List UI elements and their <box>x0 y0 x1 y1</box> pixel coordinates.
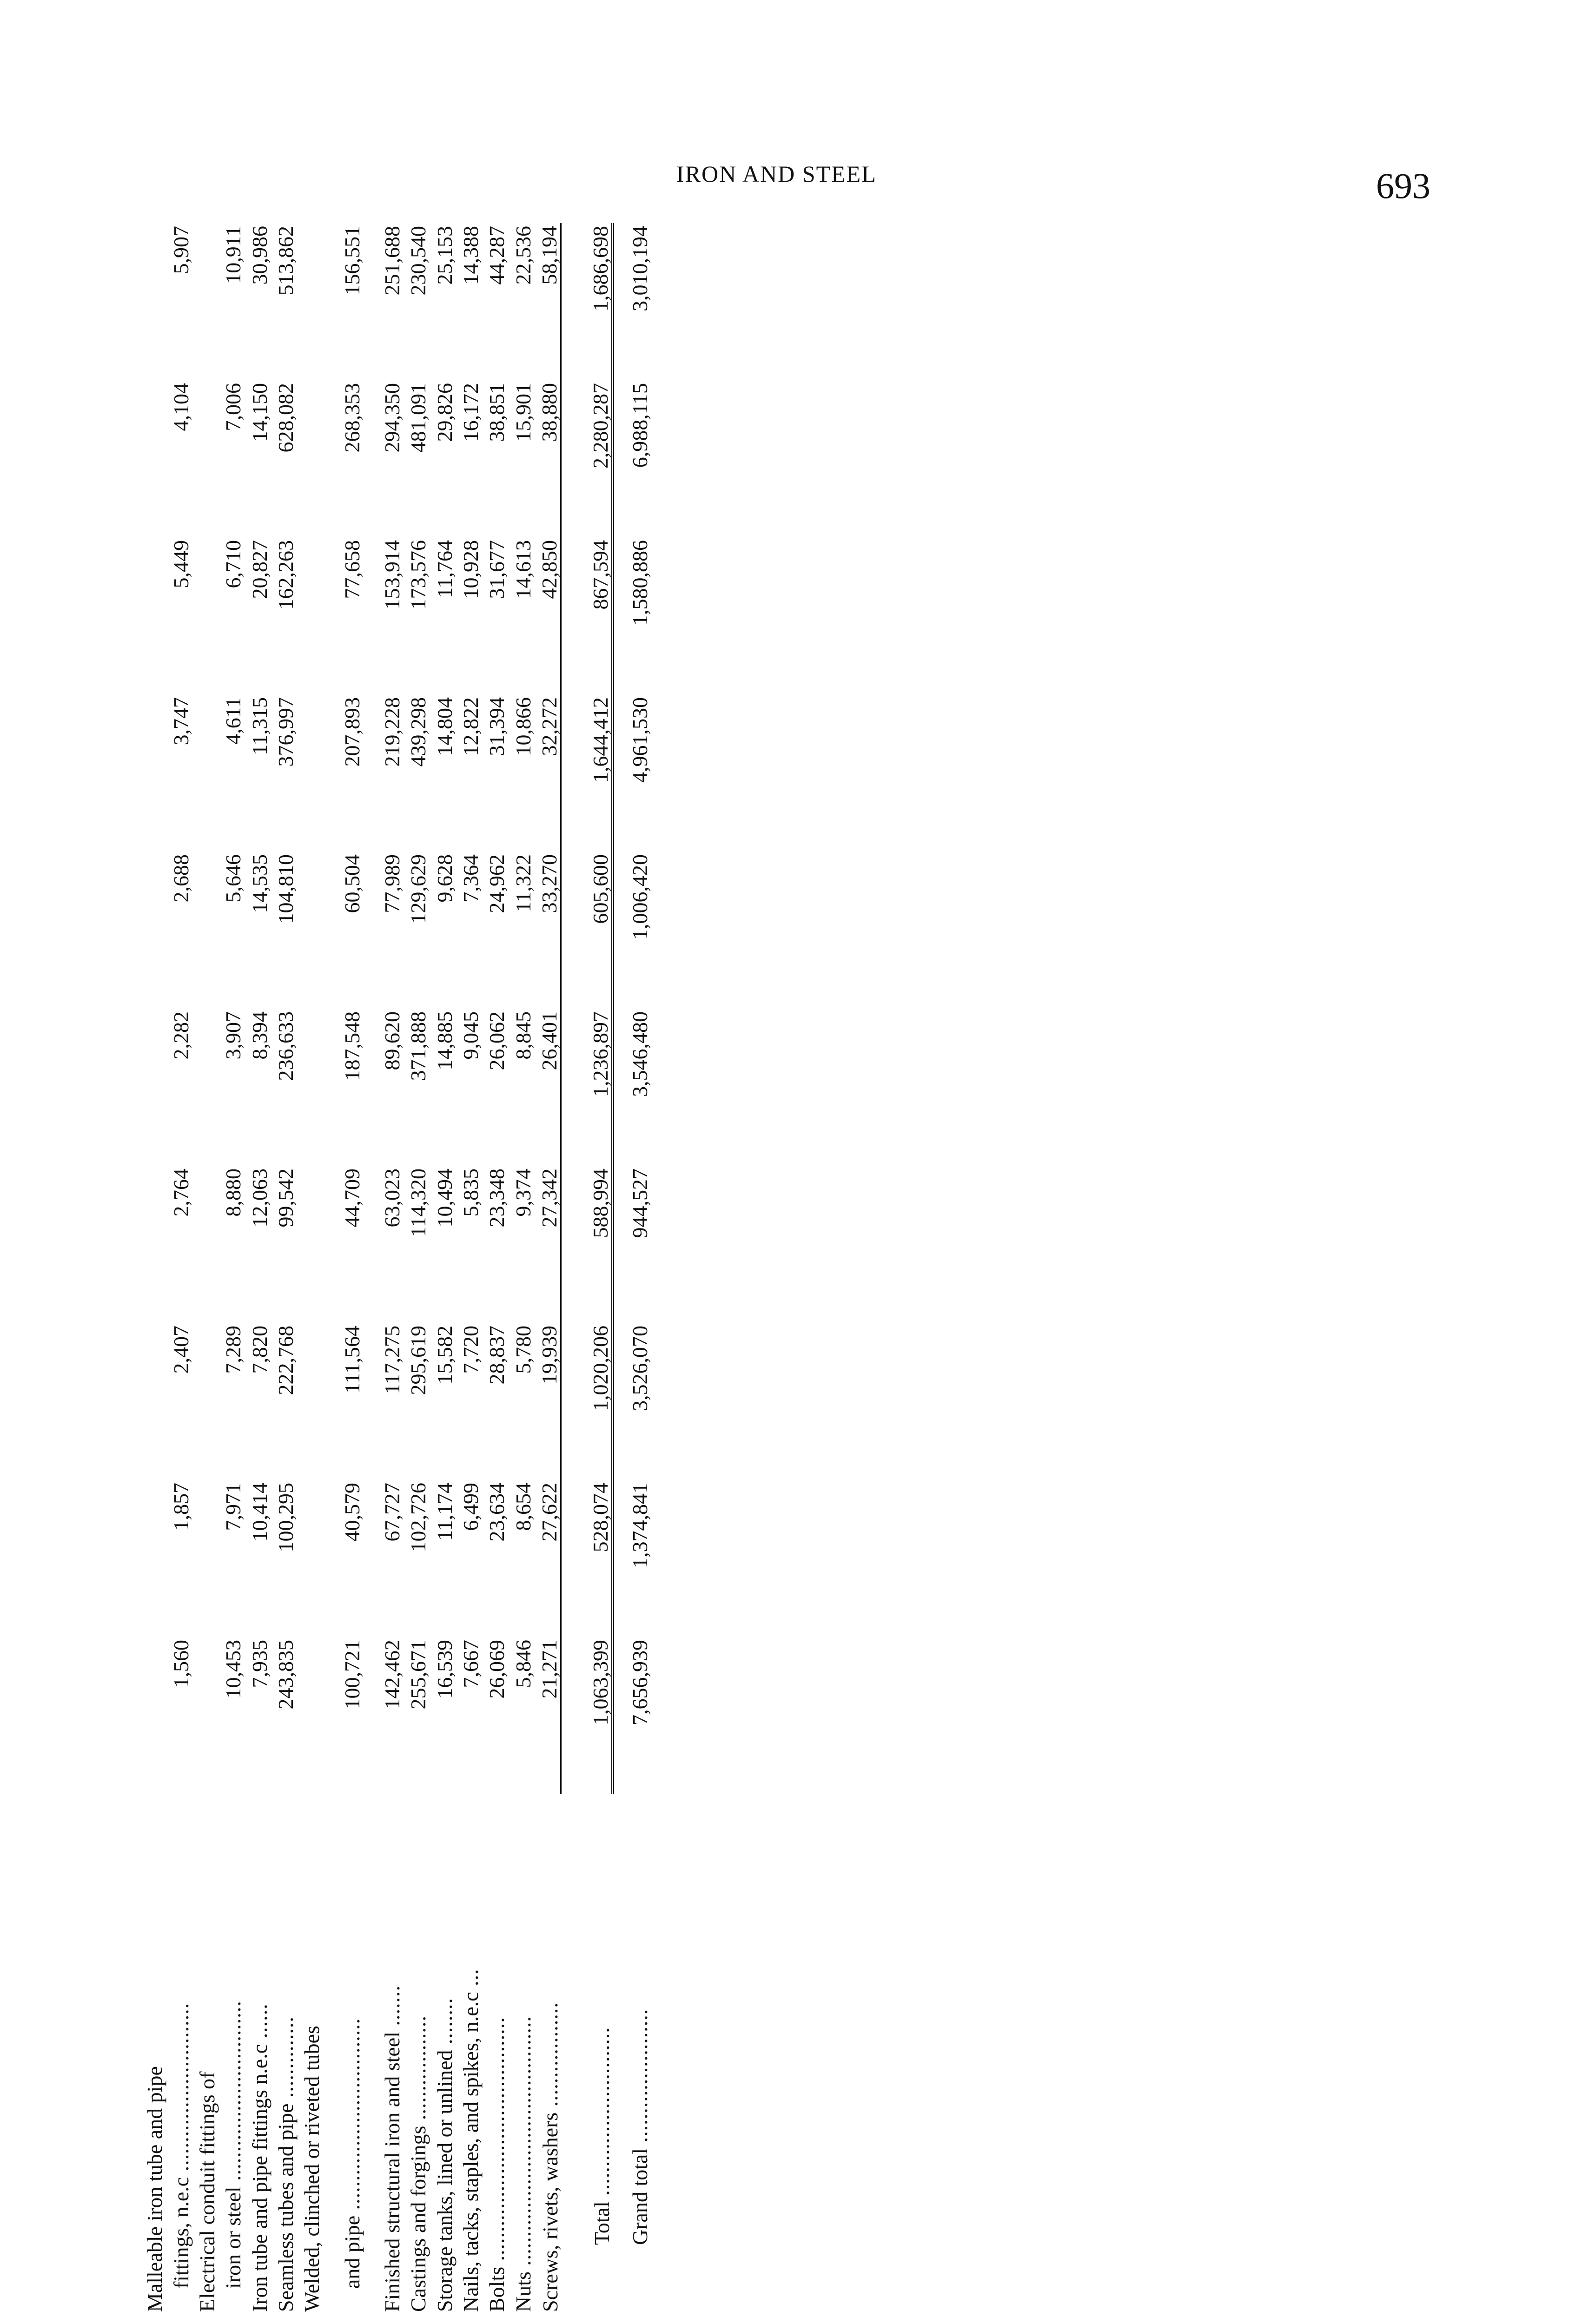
value-cell: 528,074 <box>561 1480 613 1637</box>
table-row <box>218 223 244 2315</box>
row-label: Seamless tubes and pipe <box>274 2103 298 2312</box>
value-cell: 31,394 <box>485 697 509 756</box>
value-cell: 10,494 <box>432 1169 457 1228</box>
leader-dots: ................................. <box>340 2018 364 2216</box>
value-cell: 28,837 <box>485 1326 509 1385</box>
spacer-row <box>363 223 377 2315</box>
value-cell: 162,263 <box>274 540 298 610</box>
row-label-cell <box>337 1794 363 2315</box>
value-cell: 11,322 <box>511 854 535 912</box>
value-cell: 1,006,420 <box>613 852 651 1009</box>
value-cell <box>139 380 165 537</box>
leader-dots: ... <box>459 1968 483 1992</box>
value-cell: 513,862 <box>274 226 298 296</box>
row-label-cell <box>192 1794 218 2315</box>
row-label: iron or steel <box>221 2186 245 2289</box>
row-label: Storage tanks, lined or unlined <box>432 2050 457 2312</box>
table-row <box>456 223 482 2315</box>
value-cell: 3,010,194 <box>613 223 651 380</box>
table-row <box>508 223 534 2315</box>
value-cell <box>192 1323 218 1480</box>
value-cell <box>139 1166 165 1323</box>
value-cell: 243,835 <box>274 1640 298 1710</box>
value-cell <box>139 694 165 852</box>
value-cell: 14,150 <box>247 383 271 442</box>
value-cell: 6,988,115 <box>613 380 651 537</box>
leader-dots: ............................... <box>221 2000 245 2187</box>
value-cell: 15,901 <box>511 383 535 442</box>
value-cell <box>139 537 165 694</box>
value-cell: 8,654 <box>511 1483 535 1531</box>
value-cell: 21,271 <box>537 1640 562 1699</box>
value-cell: 10,866 <box>511 697 535 756</box>
value-cell: 15,582 <box>432 1326 457 1385</box>
value-cell: 10,928 <box>459 540 483 599</box>
value-cell: 9,374 <box>511 1169 535 1217</box>
value-cell: 251,688 <box>380 226 404 296</box>
value-cell: 8,880 <box>221 1169 245 1217</box>
value-cell: 100,295 <box>274 1483 298 1552</box>
value-cell: 605,600 <box>561 852 613 1009</box>
rotated-table-container <box>139 223 651 2315</box>
value-cell <box>139 1009 165 1166</box>
value-cell <box>192 694 218 852</box>
value-cell: 8,394 <box>247 1011 271 1060</box>
value-cell: 20,827 <box>247 540 271 599</box>
value-cell: 104,810 <box>274 854 298 924</box>
row-label-cell <box>377 1794 403 2315</box>
value-cell: 16,172 <box>459 383 483 442</box>
value-cell <box>297 537 323 694</box>
leader-dots: ............................. <box>589 2027 614 2202</box>
leader-dots: .......................................... <box>485 2017 509 2267</box>
value-cell: 1,644,412 <box>561 694 613 852</box>
row-label: Bolts <box>485 2266 509 2312</box>
row-label-cell <box>534 1794 561 2315</box>
value-cell: 1,063,399 <box>561 1637 613 1794</box>
leader-dots: ........ <box>432 1998 457 2050</box>
value-cell: 11,764 <box>432 540 457 598</box>
value-cell: 14,804 <box>432 697 457 756</box>
value-cell: 31,677 <box>485 540 509 599</box>
value-cell <box>192 380 218 537</box>
value-cell: 207,893 <box>340 697 364 767</box>
spacer-row <box>323 223 337 2315</box>
value-cell: 38,851 <box>485 383 509 442</box>
value-cell: 67,727 <box>380 1483 404 1542</box>
value-cell: 3,747 <box>169 697 193 746</box>
table-row <box>139 223 165 2315</box>
value-cell: 628,082 <box>274 383 298 453</box>
leader-dots: .................. <box>406 2015 430 2126</box>
value-cell: 77,989 <box>380 854 404 913</box>
table-row <box>377 223 403 2315</box>
value-cell: 7,720 <box>459 1326 483 1374</box>
table-row <box>534 223 561 2315</box>
value-cell: 129,629 <box>406 854 430 924</box>
value-cell: 222,768 <box>274 1326 298 1395</box>
row-label-cell <box>508 1794 534 2315</box>
value-cell <box>192 537 218 694</box>
total-row <box>561 223 613 2315</box>
value-cell <box>297 1637 323 1794</box>
value-cell: 187,548 <box>340 1011 364 1081</box>
value-cell <box>139 1637 165 1794</box>
row-label: Castings and forgings <box>406 2126 430 2312</box>
value-cell: 4,104 <box>169 383 193 431</box>
value-cell: 219,228 <box>380 697 404 767</box>
value-cell: 3,546,480 <box>613 1009 651 1166</box>
value-cell: 63,023 <box>380 1169 404 1228</box>
row-label: Electrical conduit fittings of <box>195 2071 219 2312</box>
value-cell: 7,935 <box>247 1640 271 1688</box>
value-cell: 588,994 <box>561 1166 613 1323</box>
table-row <box>271 223 297 2315</box>
value-cell: 11,315 <box>247 697 271 755</box>
leader-dots: ........................................... <box>511 2016 535 2272</box>
row-label: Grand total <box>628 2148 652 2245</box>
value-cell: 10,911 <box>221 226 245 284</box>
row-label: Welded, clinched or riveted tubes <box>300 2026 324 2312</box>
value-cell: 114,320 <box>406 1169 430 1237</box>
value-cell: 89,620 <box>380 1011 404 1070</box>
row-label: fittings, n.e.c <box>169 2177 193 2289</box>
value-cell: 268,353 <box>340 383 364 453</box>
value-cell: 12,822 <box>459 697 483 756</box>
table-row <box>297 223 323 2315</box>
value-cell: 5,835 <box>459 1169 483 1217</box>
value-cell: 7,289 <box>221 1326 245 1374</box>
value-cell: 2,688 <box>169 854 193 903</box>
leader-dots: ....................... <box>628 2008 652 2148</box>
value-cell: 14,535 <box>247 854 271 913</box>
value-cell: 12,063 <box>247 1169 271 1228</box>
value-cell <box>192 1480 218 1637</box>
value-cell: 2,282 <box>169 1011 193 1060</box>
row-label: Malleable iron tube and pipe <box>143 2066 167 2312</box>
leader-dots: .................. <box>538 2002 562 2113</box>
value-cell <box>192 223 218 380</box>
value-cell: 23,634 <box>485 1483 509 1542</box>
grand-total-row <box>613 223 651 2315</box>
value-cell: 5,646 <box>221 854 245 903</box>
value-cell <box>192 1166 218 1323</box>
row-label-cell <box>297 1794 323 2315</box>
value-cell: 58,194 <box>537 226 562 285</box>
value-cell <box>139 1480 165 1637</box>
value-cell: 142,462 <box>380 1640 404 1710</box>
leader-dots: ....... <box>380 1985 404 2032</box>
value-cell: 5,780 <box>511 1326 535 1374</box>
value-cell: 7,656,939 <box>613 1637 651 1794</box>
spacer-cell <box>323 223 337 2315</box>
row-label: Nails, tacks, staples, and spikes, n.e.c <box>459 1992 483 2312</box>
value-cell: 6,710 <box>221 540 245 588</box>
value-cell: 16,539 <box>432 1640 457 1699</box>
value-cell: 295,619 <box>406 1326 430 1395</box>
value-cell: 2,764 <box>169 1169 193 1217</box>
row-label-cell <box>456 1794 482 2315</box>
table-row <box>165 223 192 2315</box>
row-label-cell <box>271 1794 297 2315</box>
table-row <box>337 223 363 2315</box>
value-cell: 8,845 <box>511 1011 535 1060</box>
value-cell: 60,504 <box>340 854 364 913</box>
value-cell: 7,820 <box>247 1326 271 1374</box>
value-cell: 23,348 <box>485 1169 509 1228</box>
value-cell: 1,236,897 <box>561 1009 613 1166</box>
value-cell: 9,628 <box>432 854 457 903</box>
value-cell: 1,560 <box>169 1640 193 1688</box>
value-cell: 117,275 <box>380 1326 404 1394</box>
value-cell <box>297 1323 323 1480</box>
value-cell: 30,986 <box>247 226 271 285</box>
value-cell: 42,850 <box>537 540 562 599</box>
value-cell: 7,364 <box>459 854 483 903</box>
value-cell: 6,499 <box>459 1483 483 1531</box>
value-cell: 867,594 <box>561 537 613 694</box>
value-cell: 7,006 <box>221 383 245 431</box>
value-cell: 102,726 <box>406 1483 430 1552</box>
row-label: and pipe <box>340 2215 364 2289</box>
row-label-cell <box>403 1794 429 2315</box>
value-cell: 26,401 <box>537 1011 562 1070</box>
value-cell: 153,914 <box>380 540 404 610</box>
value-cell: 944,527 <box>613 1166 651 1323</box>
row-label-cell <box>613 1794 651 2315</box>
running-head: IRON AND STEEL <box>676 161 877 187</box>
value-cell: 5,846 <box>511 1640 535 1688</box>
value-cell: 32,272 <box>537 697 562 756</box>
value-cell: 7,971 <box>221 1483 245 1531</box>
value-cell: 19,939 <box>537 1326 562 1385</box>
value-cell: 481,091 <box>406 383 430 453</box>
value-cell: 14,885 <box>432 1011 457 1070</box>
value-cell: 156,551 <box>340 226 364 296</box>
value-cell: 4,611 <box>221 697 245 745</box>
value-cell: 11,174 <box>432 1483 457 1541</box>
value-cell: 44,287 <box>485 226 509 285</box>
value-cell: 99,542 <box>274 1169 298 1228</box>
value-cell: 38,880 <box>537 383 562 442</box>
value-cell: 255,671 <box>406 1640 430 1710</box>
value-cell: 9,045 <box>459 1011 483 1060</box>
value-cell: 1,374,841 <box>613 1480 651 1637</box>
value-cell <box>192 852 218 1009</box>
value-cell: 40,579 <box>340 1483 364 1542</box>
value-cell: 294,350 <box>380 383 404 453</box>
value-cell: 111,564 <box>340 1326 364 1394</box>
value-cell: 22,536 <box>511 226 535 285</box>
value-cell: 26,062 <box>485 1011 509 1070</box>
value-cell: 29,826 <box>432 383 457 442</box>
value-cell: 5,907 <box>169 226 193 274</box>
value-cell <box>297 1480 323 1637</box>
value-cell: 26,069 <box>485 1640 509 1699</box>
value-cell: 2,407 <box>169 1326 193 1374</box>
row-label-cell <box>244 1794 270 2315</box>
value-cell: 24,962 <box>485 854 509 913</box>
value-cell: 7,667 <box>459 1640 483 1688</box>
row-label-cell <box>218 1794 244 2315</box>
value-cell: 77,658 <box>340 540 364 599</box>
value-cell: 1,686,698 <box>561 223 613 380</box>
row-label: Finished structural iron and steel <box>380 2032 404 2312</box>
row-label: Nuts <box>511 2271 535 2312</box>
value-cell <box>192 1009 218 1166</box>
table-row <box>482 223 508 2315</box>
value-cell: 1,580,886 <box>613 537 651 694</box>
table-body <box>139 223 651 2315</box>
value-cell <box>297 852 323 1009</box>
value-cell: 4,961,530 <box>613 694 651 852</box>
value-cell: 371,888 <box>406 1011 430 1081</box>
value-cell: 14,613 <box>511 540 535 599</box>
value-cell: 439,298 <box>406 697 430 767</box>
value-cell: 2,280,287 <box>561 380 613 537</box>
value-cell: 376,997 <box>274 697 298 767</box>
value-cell: 5,449 <box>169 540 193 588</box>
value-cell: 27,342 <box>537 1169 562 1228</box>
value-cell <box>297 694 323 852</box>
value-cell <box>297 223 323 380</box>
row-label-cell <box>429 1794 455 2315</box>
row-label: Screws, rivets, washers <box>538 2112 562 2312</box>
value-cell: 236,633 <box>274 1011 298 1081</box>
statistics-table <box>139 223 651 2315</box>
value-cell <box>139 1323 165 1480</box>
value-cell: 44,709 <box>340 1169 364 1228</box>
value-cell <box>139 852 165 1009</box>
leader-dots: .............. <box>274 2016 298 2104</box>
row-label-cell <box>482 1794 508 2315</box>
value-cell: 25,153 <box>432 226 457 285</box>
leader-dots: ............................. <box>169 2002 193 2177</box>
value-cell: 3,907 <box>221 1011 245 1060</box>
value-cell: 10,414 <box>247 1483 271 1542</box>
value-cell <box>139 223 165 380</box>
value-cell: 1,020,206 <box>561 1323 613 1480</box>
table-row <box>244 223 270 2315</box>
table-row <box>429 223 455 2315</box>
value-cell: 230,540 <box>406 226 430 296</box>
value-cell: 100,721 <box>340 1640 364 1710</box>
value-cell: 33,270 <box>537 854 562 913</box>
value-cell <box>297 1166 323 1323</box>
table-row <box>403 223 429 2315</box>
row-label-cell <box>561 1794 613 2315</box>
value-cell: 10,453 <box>221 1640 245 1699</box>
value-cell: 27,622 <box>537 1483 562 1542</box>
value-cell <box>192 1637 218 1794</box>
table-row <box>192 223 218 2315</box>
row-label: Iron tube and pipe fittings n.e.c <box>247 2044 271 2312</box>
value-cell <box>297 380 323 537</box>
page-number: 693 <box>1376 165 1430 206</box>
row-label: Total <box>589 2201 614 2245</box>
value-cell: 3,526,070 <box>613 1323 651 1480</box>
value-cell: 14,388 <box>459 226 483 285</box>
spacer-cell <box>363 223 377 2315</box>
leader-dots: ...... <box>247 2003 271 2044</box>
row-label-cell <box>139 1794 165 2315</box>
value-cell <box>297 1009 323 1166</box>
value-cell: 1,857 <box>169 1483 193 1531</box>
value-cell: 173,576 <box>406 540 430 610</box>
row-label-cell <box>165 1794 192 2315</box>
